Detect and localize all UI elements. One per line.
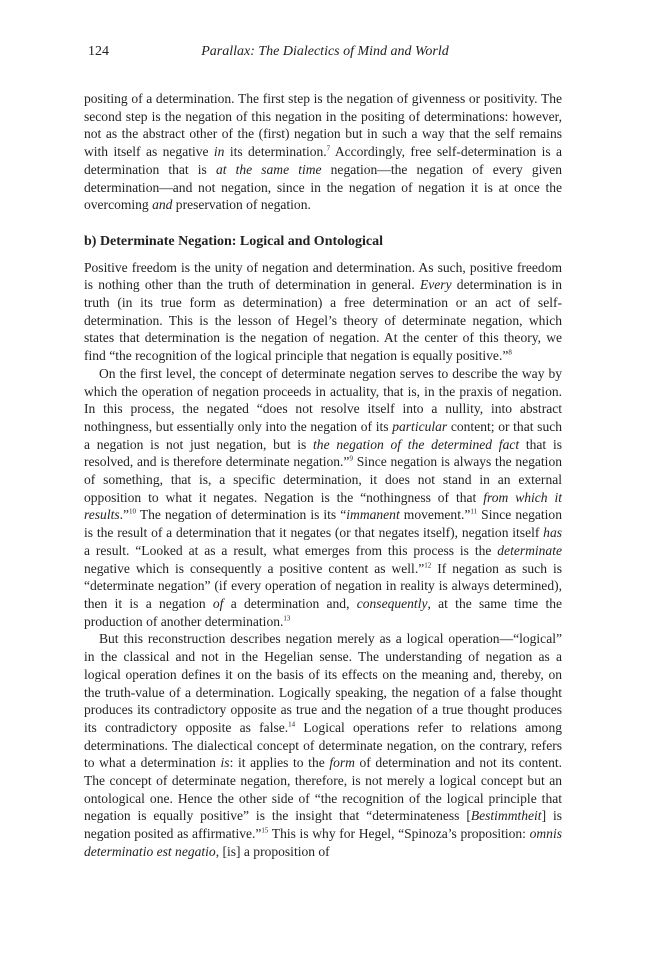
section-heading: b) Determinate Negation: Logical and Ontological <box>84 233 384 249</box>
italic-text: particular <box>392 418 448 434</box>
text-run: On the first level, the concept of determinate negation serves to describe the way by which the operation of negation proceeds in actuality, that is, in the praxis of negation. In this process, the negated “does not resolve itself into a nullity, into abstract nothingness, but essentially only into the negation of its <box>84 365 562 434</box>
italic-text: omnis determinatio est negatio <box>84 826 562 859</box>
text-run: movement.” <box>399 507 471 523</box>
italic-text: form <box>329 755 355 771</box>
italic-text: of <box>212 595 224 611</box>
text-run: : it applies to the <box>229 755 330 771</box>
text-run: Since negation is the result of a determination that it negates (or that negates itself), negation itself <box>84 507 562 541</box>
italic-text: Bestimmtheit <box>470 808 542 824</box>
running-title: Parallax: The Dialectics of Mind and World <box>201 44 449 59</box>
footnote-ref: 14 <box>288 720 296 729</box>
text-run: Accordingly, free self-determination is a determination that is <box>84 144 563 177</box>
italic-text: the negation of the determined fact <box>313 436 520 452</box>
paragraph <box>84 259 562 365</box>
italic-text: at the same time <box>215 161 322 177</box>
text-run: determination is in truth (in its true form as determination) a free determination or an act of self-determination. This is the lesson of Hegel’s theory of determinate negation, which states that determination is the negation of negation. At the center of this theory, we find “the recognition of the logical principle that negation is equally positive.” <box>84 277 562 364</box>
paragraph <box>84 365 562 631</box>
footnote-ref: 11 <box>470 507 478 516</box>
text-run: Positive freedom is the unity of negation and determination. As such, positive freedom is nothing other than the truth of determination in general. <box>84 259 562 293</box>
text-run: negative which is consequently a positive content as well.” <box>84 560 425 576</box>
text-run: , at the same time the production of another determination. <box>84 595 563 629</box>
text-run: This is why for Hegel, “Spinoza’s proposition: <box>268 826 530 842</box>
text-run: content; or that such a negation is not just negation, but is <box>84 418 562 452</box>
text-run: a determination and, <box>223 595 357 611</box>
footnote-ref: 8 <box>508 348 512 357</box>
footnote-ref: 13 <box>283 614 291 623</box>
paragraph <box>84 630 562 860</box>
text-run: preservation of negation. <box>172 197 311 213</box>
text-run: positing of a determination. The first step is the negation of givenness or positivity. The second step is the negation of this negation in the positing of determinations: however, not as the abstract other of the (first) negation but in such a way that the self remains with itself as negative <box>84 91 562 160</box>
italic-text: from which it results <box>84 489 562 523</box>
text-run: ] is negation posited as affirmative.” <box>84 808 562 842</box>
footnote-ref: 12 <box>424 561 432 570</box>
text-run: If negation as such is “determinate negation” (if every operation of negation in reality is always determined), then it is a negation <box>84 560 562 611</box>
italic-text: and <box>152 197 173 213</box>
page-number: 124 <box>88 44 109 59</box>
footnote-ref: 10 <box>129 507 137 516</box>
text-run: that is resolved, and is therefore determinate negation.” <box>84 436 562 470</box>
italic-text: determinate <box>497 542 562 558</box>
italic-text: is <box>220 755 230 771</box>
footnote-ref: 9 <box>349 454 353 463</box>
text-run: Since negation is always the negation of something, that is, a specific determination, it does not stand in an external opposition to what it negates. Negation is the “nothingness of that <box>84 454 562 505</box>
text-run: its determination. <box>224 144 327 160</box>
text-run: The negation of determination is its “ <box>136 507 347 523</box>
italic-text: has <box>543 525 562 541</box>
italic-text: in <box>213 144 225 160</box>
italic-text: immanent <box>346 507 400 523</box>
text-run: negation—the negation of every given determination—and not negation, since in the negation of negation it is at once the overcoming <box>84 161 562 213</box>
italic-text: Every <box>420 277 452 293</box>
italic-text: consequently <box>356 595 428 611</box>
text-run: of determination and not its content. The concept of determinate negation, therefore, is not merely a logical concept but an ontological one. Hence the other side of “the recognition of the logical principle that negation is equally positive” is the insight that “determinateness [ <box>84 755 562 824</box>
text-run: But this reconstruction describes negation merely as a logical operation—“logical” in the classical and not in the Hegelian sense. The understanding of negation as a logical operation defines it on the basis of its effects on the meaning and, thereby, on the truth-value of a determination. Logically speaking, the negation of a false thought produces its contradictory opposite as true and the negation of a true thought produces its contradictory opposite as false. <box>84 631 562 735</box>
footnote-ref: 15 <box>261 826 269 835</box>
footnote-ref: 7 <box>326 144 331 153</box>
text-run: , [is] a proposition of <box>215 843 330 859</box>
running-header <box>88 44 562 64</box>
text-run: a result. “Looked at as a result, what emerges from this process is the <box>84 542 498 558</box>
text-run: .” <box>119 507 130 523</box>
paragraph <box>84 90 562 214</box>
text-run: Logical operations refer to relations among determinations. The dialectical concept of determinate negation, on the contrary, refers to what a determination <box>84 719 562 771</box>
page-body <box>84 90 562 861</box>
